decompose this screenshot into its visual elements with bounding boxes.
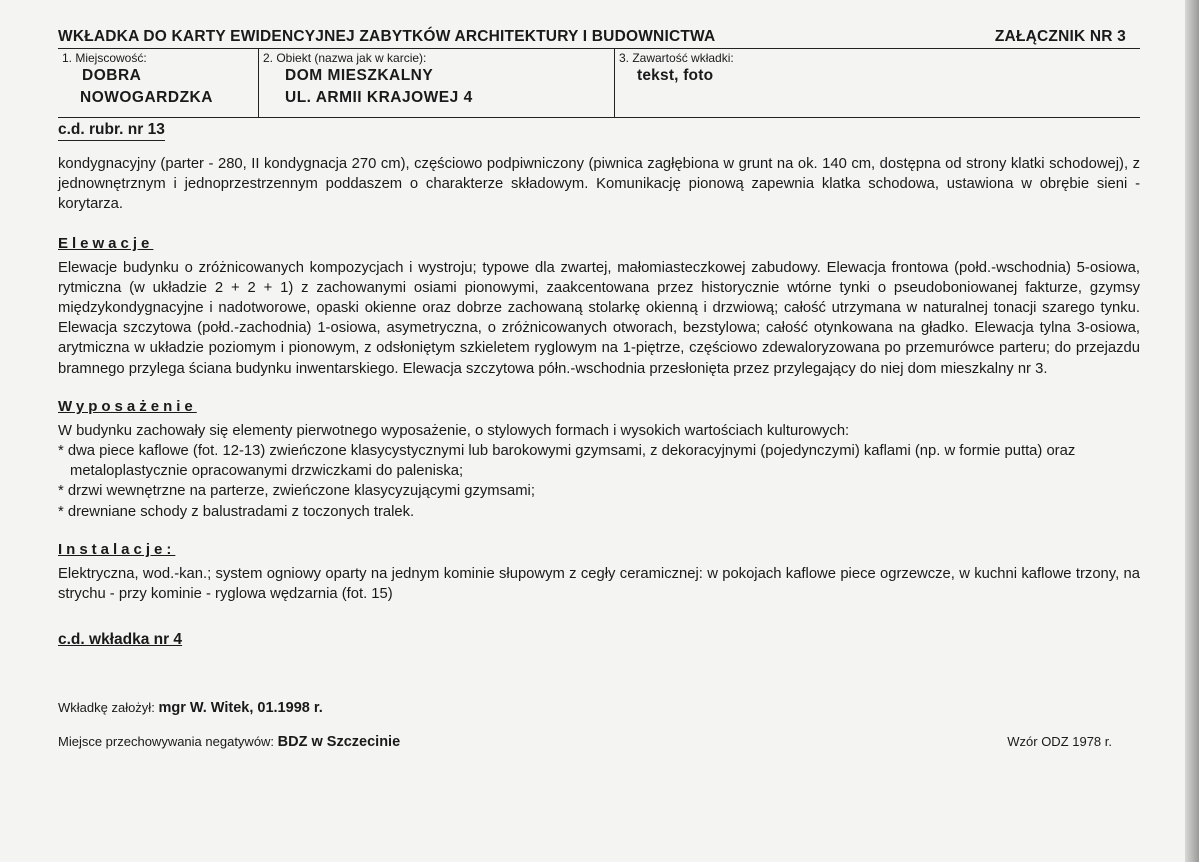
storage-row bbox=[58, 734, 1140, 750]
installations-heading: Instalacje: bbox=[58, 540, 176, 558]
object-line1: DOM MIESZKALNY bbox=[285, 67, 434, 84]
continuation-label: c.d. rubr. nr 13 bbox=[58, 121, 165, 141]
founder-value: mgr W. Witek, 01.1998 r. bbox=[158, 700, 323, 717]
form-title: WKŁADKA DO KARTY EWIDENCYJNEJ ZABYTKÓW ARCHITEKTURY I BUDOWNICTWA bbox=[58, 28, 716, 45]
object-label: 2. Obiekt (nazwa jak w karcie): bbox=[263, 51, 427, 65]
furnishings-list bbox=[58, 441, 1140, 522]
form-id: Wzór ODZ 1978 r. bbox=[1007, 734, 1112, 750]
continued-in-label: c.d. wkładka nr 4 bbox=[58, 631, 183, 649]
list-item: * drewniane schody z balustradami z toczonych tralek. bbox=[58, 503, 415, 520]
locality-line2: NOWOGARDZKA bbox=[80, 89, 213, 106]
storage-value: BDZ w Szczecinie bbox=[277, 734, 401, 751]
installations-paragraph: Elektryczna, wod.-kan.; system ogniowy oparty na jednym kominie słupowym z cegły ceramicznej: w pokojach kaflowe piece ogrzewcze, w kuchni kaflowe trzony, na strychu - przy kominie - ryglowa wędzarnia (fot. 15) bbox=[58, 565, 1140, 603]
intro-paragraph: kondygnacyjny (parter - 280, II kondygnacja 270 cm), częściowo podpiwniczony (piwnica zagłębiona w grunt na ok. 140 cm, dostępna od strony klatki schodowej), z jednownętrznym i jednoprzestrzennym poddaszem o charakterze składowym. Komunikację pionową zapewnia klatka schodowa, ustawiona w obrębie sieni - korytarza. bbox=[58, 156, 1140, 213]
storage-info bbox=[58, 734, 400, 750]
contents-label: 3. Zawartość wkładki: bbox=[619, 51, 734, 65]
elevations-heading: Elewacje bbox=[58, 234, 154, 252]
elevations-paragraph: Elewacje budynku o zróżnicowanych kompozycjach i wystroju; typowe dla zwartej, małomiasteczkowej zabudowy. Elewacja frontowa (połd.-wschodnia) 5-osiowa, rytmiczna (w układzie 2 + 2 + 1) z zachowanymi osiami pionowymi, zaakcentowana przez historycznie wtórne tynki o pseudoboniowanej fakturze, gzymsy międzykondygnacyjne i nadotworowe, opaski okienne oraz dobrze zachowaną stolarkę okienną i drzwiową; całość utrzymana w naturalnej tonacji szarego tynku. Elewacja szczytowa (połd.-zachodnia) 1-osiowa, asymetryczna, o zróżnicowanych otworach, bezstylowa; całość otynkowana na gładko. Elewacja tylna 3-osiowa, arytmiczna w układzie poziomym i pionowym, z odsłoniętym szkieletem ryglowym na 1-piętrze, częściowo zdewaloryzowana po przemurówce parteru; do przejazdu bramnego przylega ściana budynku inwentarskiego. Elewacja szczytowa półn.-wschodnia przesłonięta przez przylegający do niej dom mieszkalny nr 3. bbox=[58, 259, 1140, 377]
furnishings-heading: Wyposażenie bbox=[58, 397, 197, 415]
locality-line1: DOBRA bbox=[82, 67, 142, 84]
form-header bbox=[58, 28, 1140, 49]
locality-label: 1. Miejscowość: bbox=[62, 51, 147, 65]
object-cell bbox=[259, 49, 615, 117]
metadata-table bbox=[58, 49, 1140, 118]
list-item: * drzwi wewnętrzne na parterze, zwieńczone klasycyzującymi gzymsami; bbox=[58, 483, 535, 500]
furnishings-intro: W budynku zachowały się elementy pierwotnego wyposażenie, o stylowych formach i wysokich wartościach kulturowych: bbox=[58, 422, 850, 439]
object-line2: UL. ARMII KRAJOWEJ 4 bbox=[285, 89, 473, 106]
contents-cell bbox=[615, 49, 1140, 117]
locality-cell bbox=[58, 49, 259, 117]
attachment-number: ZAŁĄCZNIK NR 3 bbox=[994, 28, 1126, 45]
founder-label: Wkładkę założył: bbox=[58, 700, 155, 716]
list-item: * dwa piece kaflowe (fot. 12-13) zwieńczone klasycystycznymi lub barokowymi gzymsami, z dekoracyjnymi (pojedynczymi) kaflami (np. w formie putta) oraz metaloplastycznie opracowanymi drzwiczkami do paleniska; bbox=[58, 443, 1076, 480]
storage-label: Miejsce przechowywania negatywów: bbox=[58, 734, 275, 750]
contents-value: tekst, foto bbox=[637, 67, 714, 84]
scan-edge bbox=[1185, 0, 1199, 862]
founder-row bbox=[58, 700, 1140, 716]
document-page bbox=[58, 28, 1140, 750]
